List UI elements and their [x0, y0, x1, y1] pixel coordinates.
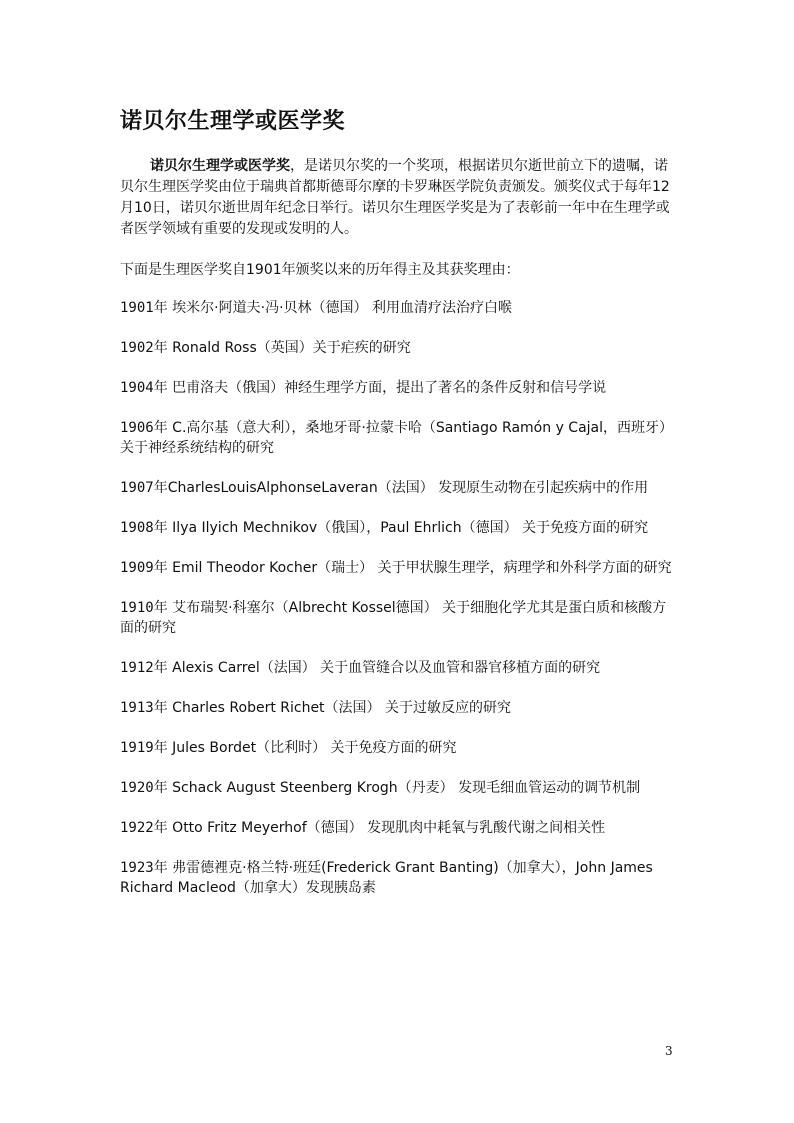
- entry-text: Emil Theodor Kocher（瑞士） 关于甲状腺生理学，病理学和外科学方面的研究: [167, 560, 672, 576]
- list-item: [120, 378, 680, 398]
- intro-text: ，是诺贝尔奖的一个奖项，根据诺贝尔逝世前立下的遗嘱，诺贝尔生理医学奖由位于瑞典首都斯德哥尔摩的卡罗琳医学院负责颁发。颁奖仪式于每年12月10日，诺贝尔逝世周年纪念日举行。诺贝尔生理医学奖是为了表彰前一年中在生理学或者医学领域有重要的发现或发明的人。: [120, 158, 670, 237]
- entry-text: Ronald Ross（英国）关于疟疾的研究: [167, 340, 411, 356]
- entry-text: 巴甫洛夫（俄国）神经生理学方面，提出了著名的条件反射和信号学说: [167, 380, 607, 396]
- list-item: [120, 658, 680, 678]
- laureate-list: [120, 298, 680, 918]
- entry-text: Schack August Steenberg Krogh（丹麦） 发现毛细血管运动的调节机制: [167, 780, 641, 796]
- entry-text: Ilya Ilyich Mechnikov（俄国），Paul Ehrlich（德国） 关于免疫方面的研究: [167, 520, 649, 536]
- lead-paragraph: 下面是生理医学奖自1901年颁奖以来的历年得主及其获奖理由：: [120, 262, 520, 278]
- list-item: [120, 298, 680, 318]
- list-item: [120, 698, 680, 718]
- list-item: [120, 738, 680, 758]
- list-item: [120, 818, 680, 838]
- entry-text: 弗雷德裡克·格兰特·班廷(Frederick Grant Banting)（加拿大），John James Richard Macleod（加拿大）发现胰岛素: [120, 860, 653, 896]
- entry-year: 1919年: [120, 740, 168, 756]
- page-number: 3: [665, 1044, 673, 1058]
- intro-bold-term: 诺贝尔生理学或医学奖: [150, 158, 290, 174]
- entry-year: 1902年: [120, 340, 168, 356]
- entry-year: 1908年: [120, 520, 168, 536]
- entry-year: 1923年: [120, 860, 168, 876]
- entry-year: 1910年: [120, 600, 168, 616]
- list-item: [120, 598, 680, 638]
- entry-text: 埃米尔·阿道夫·冯·贝林（德国） 利用血清疗法治疗白喉: [167, 300, 512, 316]
- list-item: [120, 518, 680, 538]
- entry-year: 1913年: [120, 700, 168, 716]
- entry-text: 艾布瑞契·科塞尔（Albrecht Kossel德国） 关于细胞化学尤其是蛋白质和核酸方面的研究: [120, 600, 667, 636]
- list-item: [120, 858, 680, 898]
- entry-year: 1920年: [120, 780, 168, 796]
- entry-text: Charles Robert Richet（法国） 关于过敏反应的研究: [167, 700, 511, 716]
- list-item: [120, 778, 680, 798]
- intro-paragraph: [120, 156, 680, 240]
- entry-year: 1907年: [120, 480, 168, 496]
- entry-text: CharlesLouisAlphonseLaveran（法国） 发现原生动物在引起疾病中的作用: [167, 480, 649, 496]
- entry-year: 1912年: [120, 660, 168, 676]
- list-item: [120, 338, 680, 358]
- entry-year: 1922年: [120, 820, 168, 836]
- page-title: 诺贝尔生理学或医学奖: [120, 108, 346, 134]
- entry-year: 1906年: [120, 420, 168, 436]
- entry-text: Alexis Carrel（法国） 关于血管缝合以及血管和器官移植方面的研究: [167, 660, 601, 676]
- entry-year: 1909年: [120, 560, 168, 576]
- list-item: [120, 558, 680, 578]
- list-item: [120, 478, 680, 498]
- entry-text: Otto Fritz Meyerhof（德国） 发现肌肉中耗氧与乳酸代谢之间相关性: [167, 820, 606, 836]
- entry-text: C.高尔基（意大利），桑地牙哥·拉蒙卡哈（Santiago Ramón y Cajal，西班牙） 关于神经系统结构的研究: [120, 420, 674, 456]
- entry-year: 1904年: [120, 380, 168, 396]
- entry-text: Jules Bordet（比利时） 关于免疫方面的研究: [167, 740, 457, 756]
- entry-year: 1901年: [120, 300, 168, 316]
- list-item: [120, 418, 680, 458]
